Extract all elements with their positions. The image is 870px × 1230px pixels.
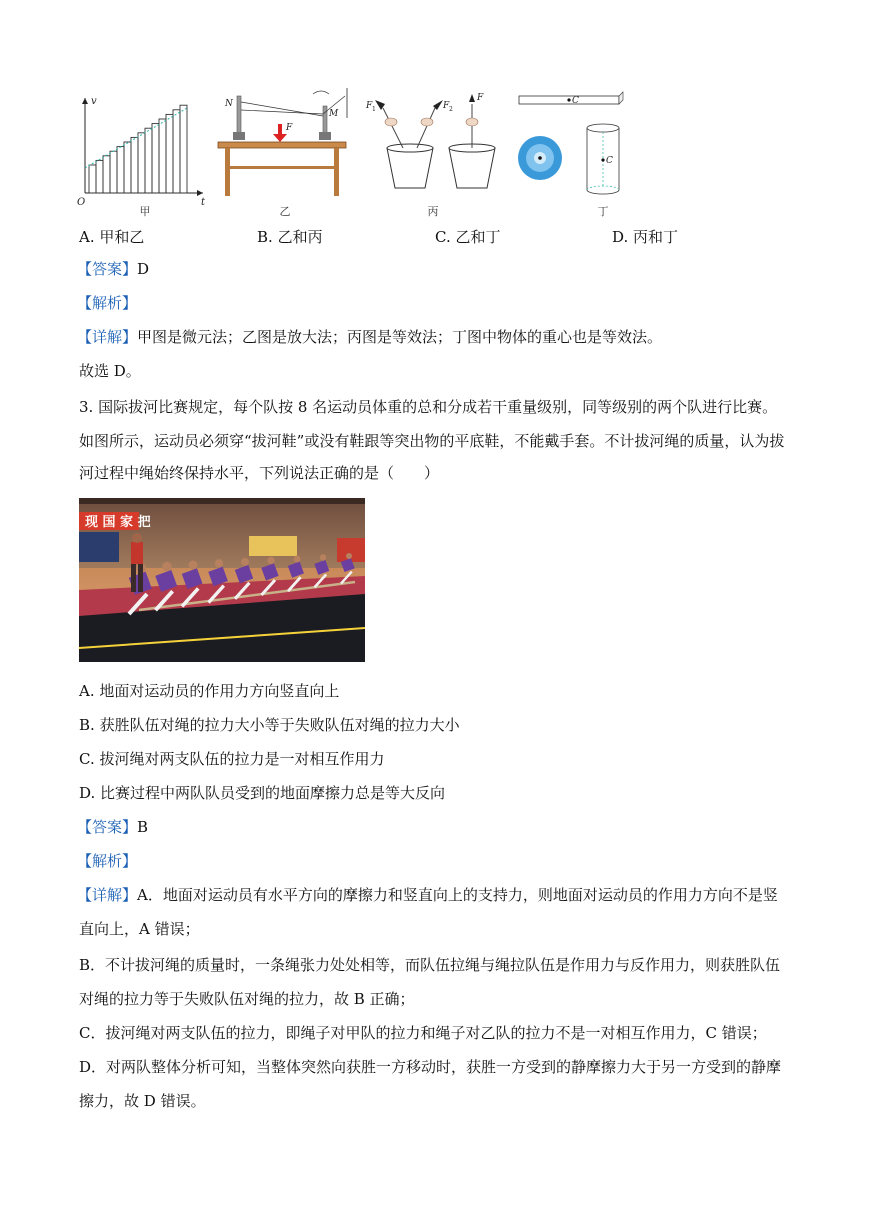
mirror-table-diagram xyxy=(215,88,355,213)
q2-option-d: D. 丙和丁 xyxy=(612,228,679,246)
q3-answer: 【答案】B xyxy=(77,818,149,836)
q3-detail-line-5: C．拔河绳对两支队伍的拉力，即绳子对甲队的拉力和绳子对乙队的拉力不是一对相互作用力，C 错误； xyxy=(79,1024,767,1042)
staircase-step xyxy=(180,105,187,193)
figure-row xyxy=(75,88,715,218)
staircase-step xyxy=(145,128,152,193)
staircase-step xyxy=(89,165,96,193)
caption-yi: 乙 xyxy=(279,205,291,218)
caption-bing: 丙 xyxy=(427,205,439,218)
q3-stem-line-3: 河过程中绳始终保持水平，下列说法正确的是（ ） xyxy=(79,464,440,482)
label-m: M xyxy=(329,109,339,119)
q3-analysis-heading: 【解析】 xyxy=(77,852,138,870)
staircase-step xyxy=(166,114,173,193)
photo-banner-text: 现 国 家 把 xyxy=(85,515,151,530)
figure-jia xyxy=(75,88,215,218)
staircase-step xyxy=(131,137,138,193)
label-f1: F xyxy=(366,101,373,111)
label-f: F xyxy=(286,123,293,133)
q2-option-c: C. 乙和丁 xyxy=(435,228,501,246)
q3-stem-line-2: 如图所示，运动员必须穿“拔河鞋”或没有鞋跟等突出物的平底鞋，不能戴手套。不计拔河绳的质量，认为拔 xyxy=(79,432,785,450)
staircase-step xyxy=(173,110,180,193)
q2-analysis-heading: 【解析】 xyxy=(77,294,138,312)
staircase-step xyxy=(103,156,110,193)
label-c-cylinder: C xyxy=(606,156,613,166)
q3-option-b: B. 获胜队伍对绳的拉力大小等于失败队伍对绳的拉力大小 xyxy=(79,716,460,734)
q2-option-b: B. 乙和丙 xyxy=(257,228,323,246)
q2-answer: 【答案】D xyxy=(77,260,150,278)
staircase-step xyxy=(117,147,124,193)
staircase-step xyxy=(152,124,159,193)
label-f2: F xyxy=(443,101,450,111)
label-f1-sub: 1 xyxy=(372,106,376,113)
figure-yi xyxy=(215,88,355,218)
caption-jia: 甲 xyxy=(139,205,151,218)
label-c-bar: C xyxy=(572,96,579,106)
vt-staircase-diagram xyxy=(75,88,215,213)
staircase-step xyxy=(124,142,131,193)
label-f: F xyxy=(477,93,484,103)
caption-ding: 丁 xyxy=(597,205,609,218)
q3-option-a: A. 地面对运动员的作用力方向竖直向上 xyxy=(79,682,340,700)
staircase-step xyxy=(110,151,117,193)
staircase-step xyxy=(159,119,166,193)
axis-t-label: t xyxy=(201,197,206,208)
q3-option-c: C. 拔河绳对两支队伍的拉力是一对相互作用力 xyxy=(79,750,385,768)
q3-detail-line-7: 擦力，故 D 错误。 xyxy=(79,1092,206,1110)
q2-option-a: A. 甲和乙 xyxy=(79,228,145,246)
tug-of-war-photo xyxy=(79,498,365,662)
staircase-step xyxy=(138,133,145,193)
q3-detail-line-6: D．对两队整体分析可知，当整体突然向获胜一方移动时，获胜一方受到的静摩擦力大于另一方受到的静摩 xyxy=(79,1058,782,1076)
axis-v-label: v xyxy=(91,96,97,107)
q3-detail-line-1: 【详解】A．地面对运动员有水平方向的摩擦力和竖直向上的支持力，则地面对运动员的作用力方向不是竖 xyxy=(77,886,778,904)
figure-ding xyxy=(513,88,633,218)
q3-option-d: D. 比赛过程中两队队员受到的地面摩擦力总是等大反向 xyxy=(79,784,446,802)
label-n: N xyxy=(225,99,233,109)
q3-stem-line-1: 3. 国际拔河比赛规定，每个队按 8 名运动员体重的总和分成若干重量级别，同等级别的两个队进行比赛。 xyxy=(79,398,778,416)
origin-label: O xyxy=(77,197,86,208)
q2-detail: 【详解】甲图是微元法；乙图是放大法；丙图是等效法；丁图中物体的重心也是等效法。 xyxy=(77,328,663,346)
label-f2-sub: 2 xyxy=(449,106,453,113)
centroid-objects-diagram xyxy=(513,88,633,213)
q2-options xyxy=(79,226,779,248)
q3-detail-line-4: 对绳的拉力等于失败队伍对绳的拉力，故 B 正确； xyxy=(79,990,415,1008)
q3-detail-line-2: 直向上，A 错误； xyxy=(79,920,200,938)
staircase-step xyxy=(96,160,103,193)
q3-detail-line-3: B．不计拔河绳的质量时，一条绳张力处处相等，而队伍拉绳与绳拉队伍是作用力与反作用力，则获胜队伍 xyxy=(79,956,781,974)
figure-bing xyxy=(363,88,503,218)
q2-conclusion: 故选 D。 xyxy=(79,362,141,380)
tug-of-war-illustration xyxy=(79,498,365,662)
bucket-forces-diagram xyxy=(363,88,503,213)
